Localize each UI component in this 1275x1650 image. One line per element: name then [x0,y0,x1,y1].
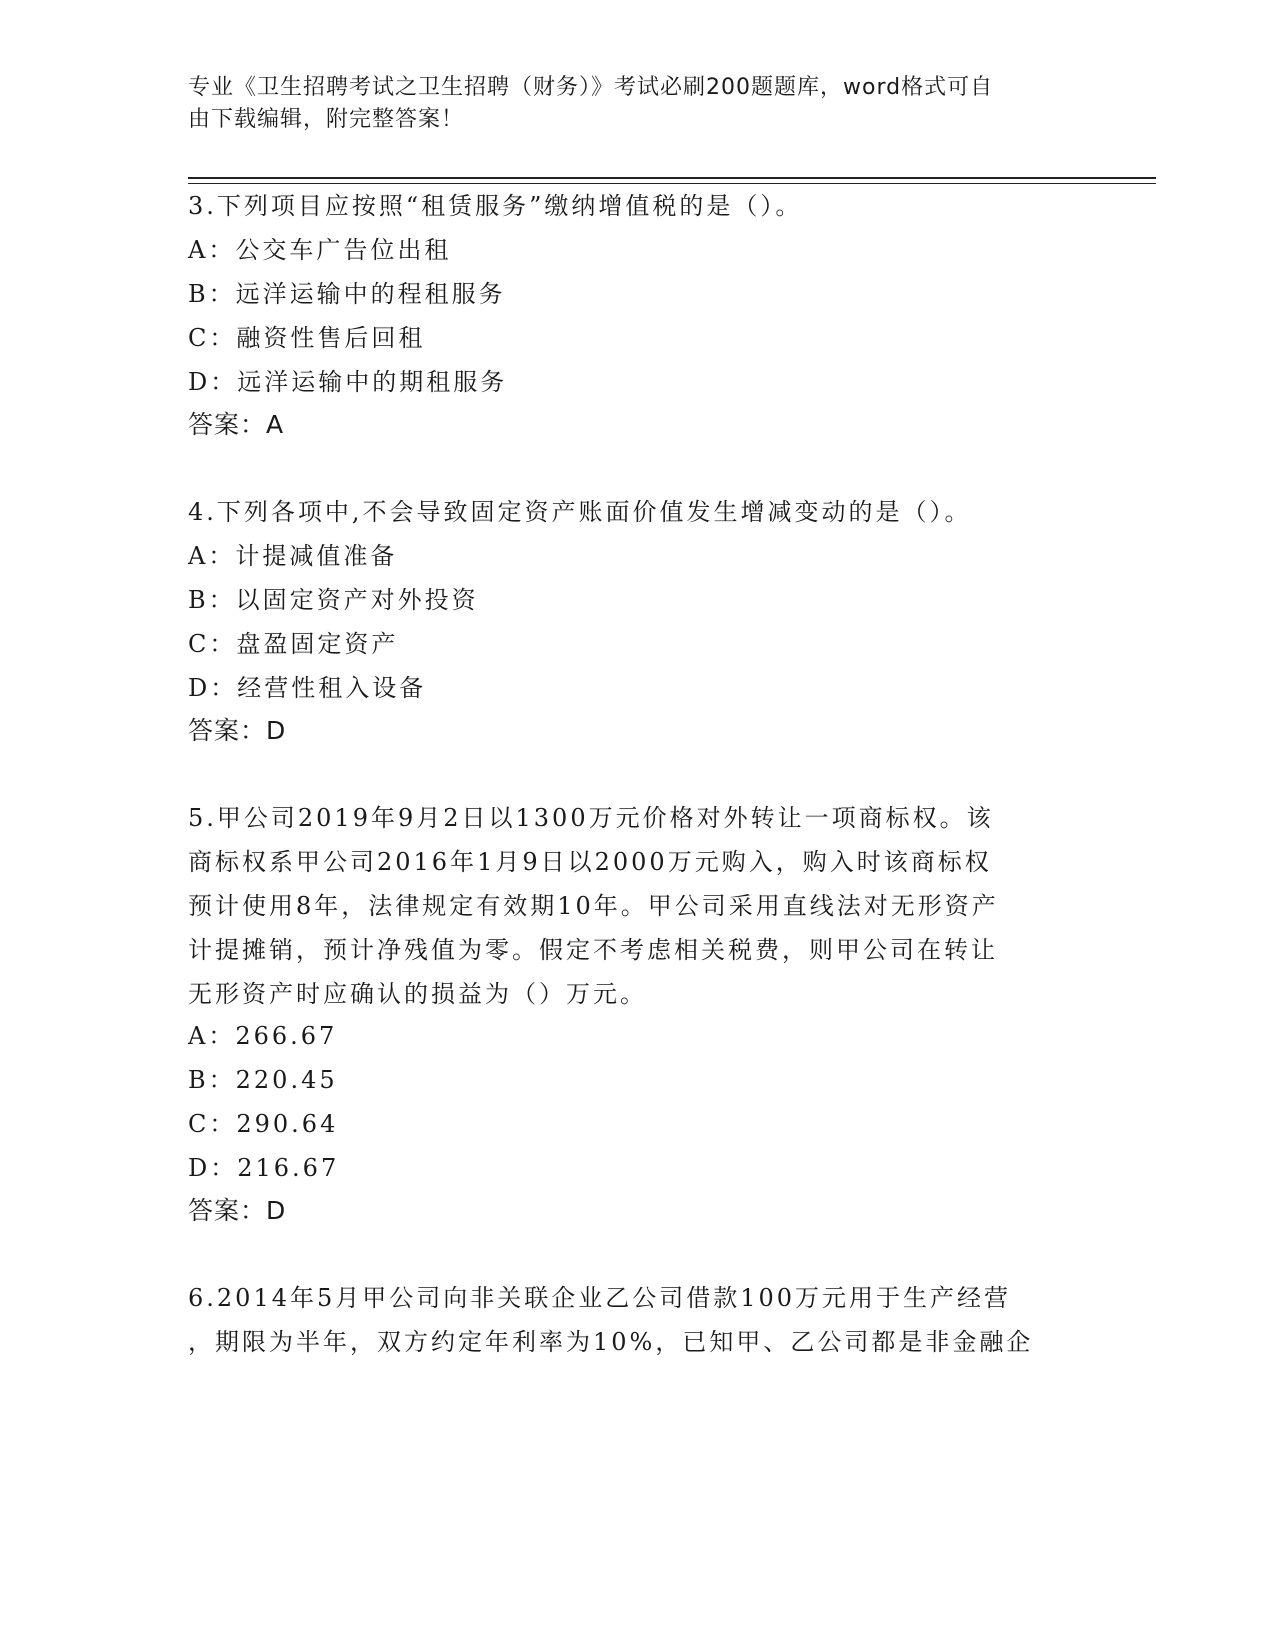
question-stem: 商标权系甲公司2016年1月9日以2000万元购入，购入时该商标权 [188,848,992,876]
question-stem: 无形资产时应确认的损益为（）万元。 [188,980,647,1008]
answer-line: 答案：D [188,716,287,745]
header-line: 专业《卫生招聘考试之卫生招聘（财务）》考试必刷200题题库，word格式可自 [188,75,994,100]
option-d: D：经营性租入设备 [188,674,427,702]
option-b: B：以固定资产对外投资 [188,586,479,614]
question-stem: 4.下列各项中,不会导致固定资产账面价值发生增减变动的是（）。 [188,498,972,526]
question-stem: 5.甲公司2019年9月2日以1300万元价格对外转让一项商标权。该 [188,804,994,832]
option-d: D：远洋运输中的期租服务 [188,368,508,396]
option-b: B：远洋运输中的程租服务 [188,280,506,308]
document-header [188,72,1068,136]
option-c: C：盘盈固定资产 [188,630,399,658]
question-stem: 计提摊销，预计净残值为零。假定不考虑相关税费，则甲公司在转让 [188,936,998,964]
question-stem: 3.下列项目应按照“租赁服务”缴纳增值税的是（）。 [188,192,803,220]
answer-line: 答案：D [188,1196,287,1225]
header-line: 由下载编辑，附完整答案！ [188,107,465,132]
question-stem: ，期限为半年，双方约定年利率为10%，已知甲、乙公司都是非金融企 [188,1328,1034,1356]
question-stem: 6.2014年5月甲公司向非关联企业乙公司借款100万元用于生产经营 [188,1284,1012,1312]
question-stem: 预计使用8年，法律规定有效期10年。甲公司采用直线法对无形资产 [188,892,999,920]
option-c: C：290.64 [188,1110,339,1138]
option-b: B：220.45 [188,1066,338,1094]
option-c: C：融资性售后回租 [188,324,426,352]
option-a: A：公交车广告位出租 [188,236,452,264]
header-divider [188,177,1156,179]
answer-line: 答案：A [188,410,285,439]
header-divider [188,183,1156,184]
option-a: A：266.67 [188,1022,338,1050]
option-a: A：计提减值准备 [188,542,398,570]
option-d: D：216.67 [188,1154,340,1182]
